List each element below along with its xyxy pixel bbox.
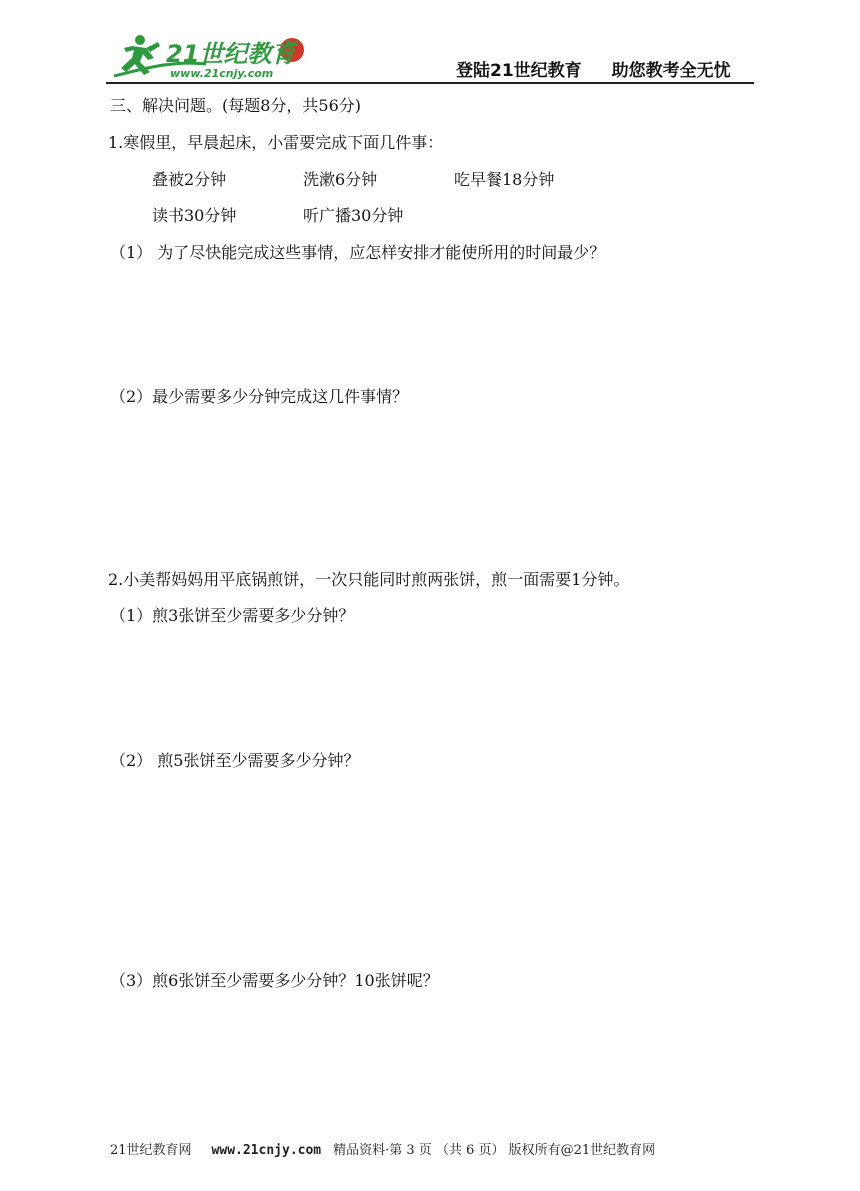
logo-url-text: www.21cnjy.com: [170, 67, 274, 80]
runner-icon: [121, 35, 160, 75]
q1-task-read: 读书30分钟: [152, 206, 237, 225]
footer-right: 精品资料·第 3 页 （共 6 页） 版权所有@21世纪教育网: [333, 1143, 656, 1158]
q1-task-fold-quilt: 叠被2分钟: [152, 170, 227, 189]
slogan-right: 助您教考全无忧: [611, 61, 731, 81]
q1-stem: 1.寒假里，早晨起床，小雷要完成下面几件事：: [108, 133, 444, 152]
logo-main-text: 21世纪教育: [166, 40, 296, 68]
q2-sub3: （3）煎6张饼至少需要多少分钟？10张饼呢？: [110, 971, 439, 990]
header-divider: [106, 82, 754, 84]
footer-left: 21世纪教育网: [110, 1143, 192, 1158]
q2-stem: 2.小美帮妈妈用平底锅煎饼，一次只能同时煎两张饼，煎一面需要1分钟。: [108, 570, 630, 589]
q1-task-wash: 洗漱6分钟: [303, 170, 378, 189]
page-footer: [110, 1139, 655, 1158]
footer-site-link[interactable]: www.21cnjy.com: [211, 1143, 322, 1158]
q2-sub2: （2） 煎5张饼至少需要多少分钟？: [110, 751, 360, 770]
q1-task-breakfast: 吃早餐18分钟: [454, 170, 555, 189]
header-slogan: [456, 56, 731, 81]
q1-sub2: （2）最少需要多少分钟完成这几件事情？: [110, 387, 409, 406]
q1-task-radio: 听广播30分钟: [303, 206, 404, 225]
q2-sub1: （1）煎3张饼至少需要多少分钟？: [110, 606, 355, 625]
slogan-left: 登陆21世纪教育: [456, 61, 582, 81]
section-title: 三、解决问题。(每题8分，共56分): [110, 96, 362, 115]
q1-sub1: （1） 为了尽快能完成这些事情，应怎样安排才能使所用的时间最少？: [110, 243, 606, 262]
site-logo: [110, 30, 310, 82]
